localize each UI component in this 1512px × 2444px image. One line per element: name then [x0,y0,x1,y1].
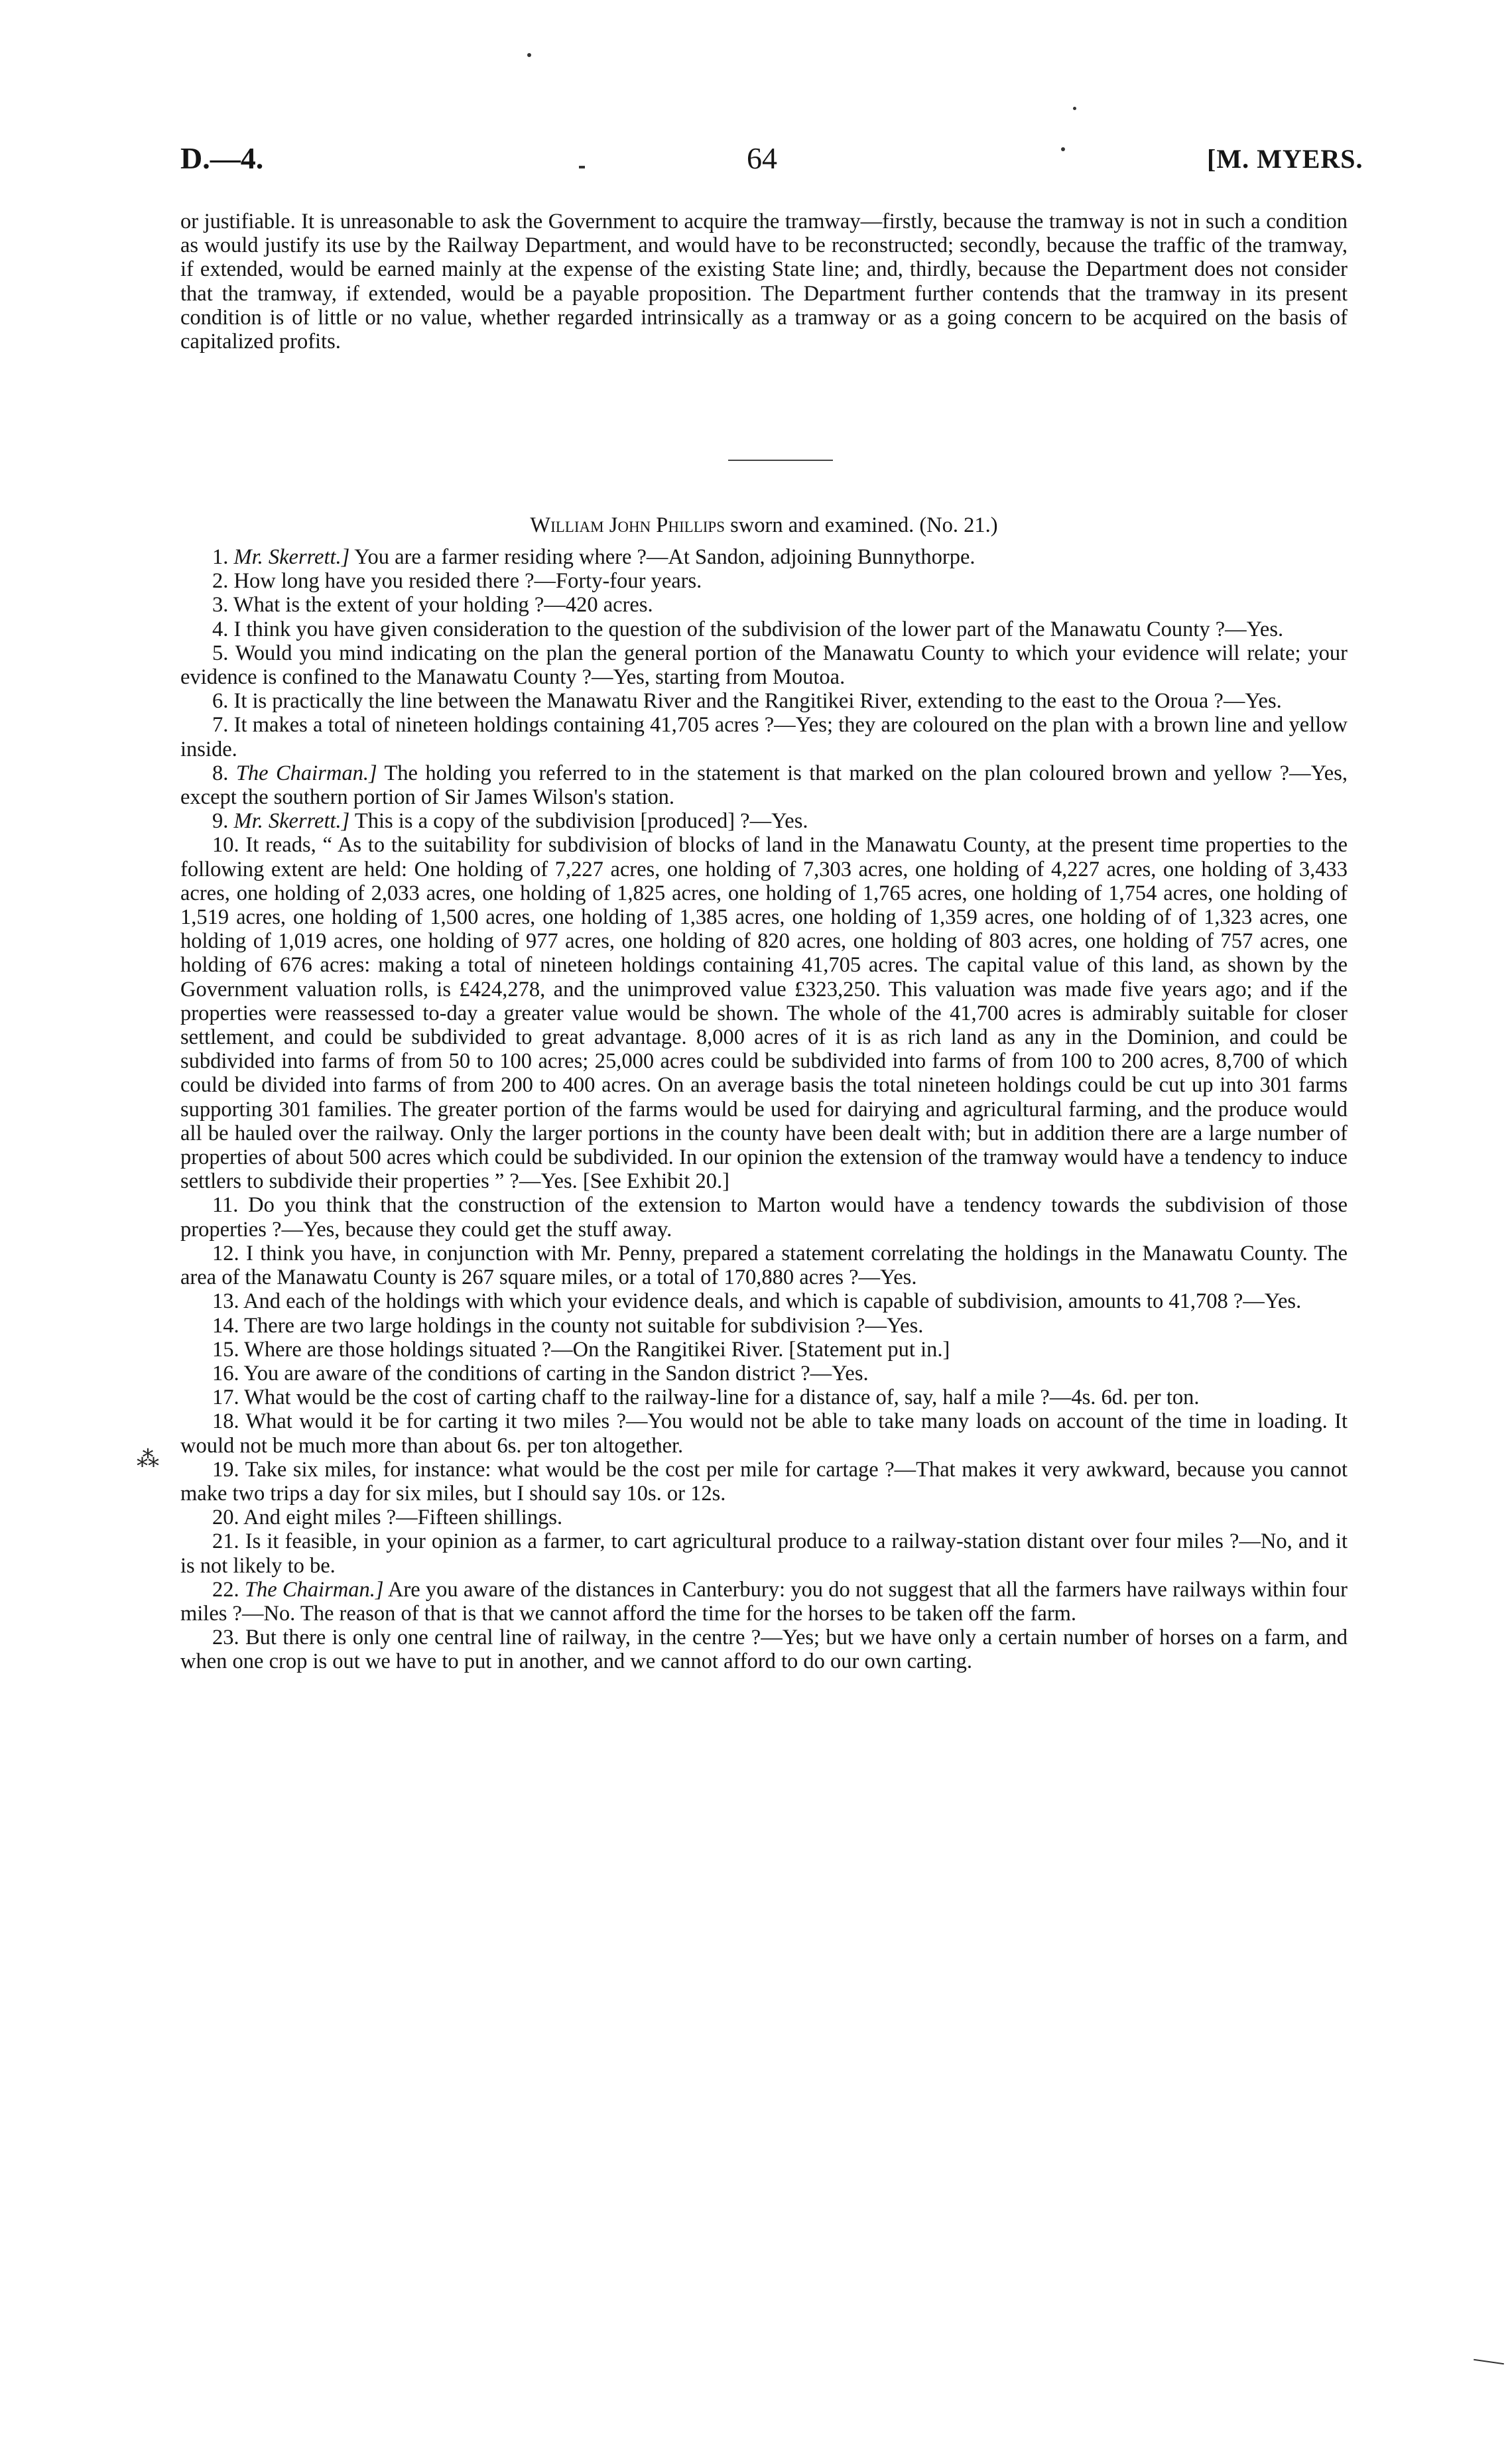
speck-mark [579,166,585,168]
speaker-label: The Chairman.] [235,761,377,785]
question-number: 21. [212,1529,245,1554]
question-paragraph [180,569,1348,593]
question-paragraph [180,1289,1348,1313]
question-paragraph [180,713,1348,761]
question-number: 15. [212,1337,245,1362]
margin-stroke [1474,2359,1504,2364]
question-number: 20. [212,1506,243,1530]
witness-heading [180,513,1348,538]
question-number: 14. [212,1313,245,1338]
question-paragraph [180,833,1348,1193]
question-text: Is it feasible, in your opinion as a farmer, to cart agricultural produce to a railway-station distant over four miles ?—No, and it is not likely to be. [180,1529,1348,1578]
question-text: And each of the holdings with which your evidence deals, and which is capable of subdivision, amounts to 41,708 ?—Yes. [243,1289,1302,1314]
question-number: 10. [212,833,246,858]
question-text: But there is only one central line of railway, in the centre ?—Yes; but we have only a certain number of horses on a farm, and when one crop is out we have to put in another, and we cannot afford to do our own carting. [180,1626,1348,1674]
question-text: How long have you resided there ?—Forty-four years. [233,569,702,594]
question-text: You are aware of the conditions of carting in the Sandon district ?—Yes. [243,1361,869,1385]
question-number: 8. [212,761,236,785]
examination-body [180,545,1348,1674]
question-paragraph [180,761,1348,809]
question-number: 1. [212,545,234,569]
question-paragraph [180,689,1348,713]
question-paragraph [180,1193,1348,1241]
speck-mark [527,53,531,57]
question-text: The holding you referred to in the statement is that marked on the plan coloured brown and yellow ?—Yes, except the southern portion of Sir James Wilson's station. [180,761,1348,810]
question-paragraph [180,1242,1348,1289]
intro-paragraph-block [180,210,1348,354]
witness-name: William John Phillips [530,513,725,537]
section-divider [728,460,833,461]
question-text: Do you think that the construction of the extension to Marton would have a tendency towards the subdivision of those properties ?—Yes, because they could get the stuff away. [180,1193,1348,1242]
question-paragraph [180,617,1348,641]
question-number: 23. [212,1626,245,1650]
question-number: 19. [212,1457,245,1482]
speck-mark [1073,107,1076,110]
question-number: 12. [212,1241,246,1265]
question-number: 3. [212,593,233,617]
question-number: 18. [212,1409,246,1434]
speaker-label: The Chairman.] [244,1577,384,1602]
question-paragraph [180,1626,1348,1673]
question-number: 6. [212,689,234,714]
question-paragraph [180,1409,1348,1457]
question-paragraph [180,1362,1348,1385]
question-paragraph [180,1458,1348,1506]
margin-mark: ⁂ [137,1447,159,1472]
question-paragraph [180,593,1348,617]
question-paragraph [180,1314,1348,1338]
witness-running-head: [M. MYERS. [1207,144,1363,174]
question-text: Take six miles, for instance: what would be the cost per mile for cartage ?—That makes it very awkward, because you cannot make two trips a day for six miles, but I should say 10s. or 12s. [180,1457,1348,1506]
speck-mark [1061,147,1065,151]
speaker-label: Mr. Skerrett.] [233,545,350,569]
question-text: It makes a total of nineteen holdings containing 41,705 acres ?—Yes; they are coloured on the plan with a brown line and yellow inside. [180,713,1348,761]
question-number: 7. [212,713,234,738]
question-paragraph [180,1506,1348,1529]
question-paragraph [180,1338,1348,1362]
question-number: 11. [212,1193,249,1218]
question-text: It reads, “ As to the suitability for subdivision of blocks of land in the Manawatu County, at the present time properties to the following extent are held: One holding of 7,227 acres, one holding of 7,303 acres, one holding of 4,227 acres, one holding of 3,433 acres, one holding of 2,033 acres, one holding of 1,825 acres, one holding of 1,765 acres, one holding of 1,754 acres, one holding of 1,519 acres, one holding of 1,500 acres, one holding of 1,385 acres, one holding of 1,359 acres, one holding of of 1,323 acres, one holding of 1,019 acres, one holding of 977 acres, one holding of 820 acres, one holding of 803 acres, one holding of 757 acres, one holding of 676 acres: making a total of nineteen holdings containing 41,705 acres. The capital value of this land, as shown by the Government valuation rolls, is £424,278, and the unimproved value £323,250. This valuation was made five years ago; and if the properties were reassessed to-day a greater value would be shown. The whole of the 41,700 acres is admirably suitable for closer settlement, and could be subdivided to great advantage. 8,000 acres of it is as rich land as any in the Dominion, and could be subdivided into farms of from 50 to 100 acres; 25,000 acres could be subdivided into farms of from 100 to 200 acres, 8,700 of which could be divided into farms of from 200 to 400 acres. On an average basis the total nineteen holdings could be cut up into 301 farms supporting 301 families. The greater portion of the farms would be used for dairying and agricultural farming, and the produce would all be hauled over the railway. Only the larger portions in the county have been dealt with; but in addition there are a large number of properties of about 500 acres which could be subdivided. In our opinion the extension of the tramway would have a tendency to induce settlers to subdivide their properties ” ?—Yes. [See Exhibit 20.] [180,833,1348,1194]
question-text: I think you have given consideration to the question of the subdivision of the lower part of the Manawatu County ?—Yes. [233,617,1284,641]
question-text: Would you mind indicating on the plan the general portion of the Manawatu County to which your evidence will relate; your evidence is confined to the Manawatu County ?—Yes, starting from Moutoa. [180,641,1348,690]
question-number: 4. [212,617,234,641]
question-paragraph [180,1578,1348,1626]
question-number: 13. [212,1289,243,1314]
question-text: There are two large holdings in the county not suitable for subdivision ?—Yes. [244,1313,924,1338]
witness-heading-rest: sworn and examined. (No. 21.) [725,513,998,537]
question-paragraph [180,545,1348,569]
document-reference: D.—4. [180,141,264,175]
question-paragraph [180,1385,1348,1409]
question-text: I think you have, in conjunction with Mr. Penny, prepared a statement correlating the holdings in the Manawatu County. The area of the Manawatu County is 267 square miles, or a total of 170,880 acres ?—Yes. [180,1241,1348,1290]
question-text: Where are those holdings situated ?—On the Rangitikei River. [Statement put in.] [244,1337,950,1362]
page-number: 64 [747,141,777,175]
question-paragraph [180,641,1348,689]
question-text: What would be the cost of carting chaff to the railway-line for a distance of, say, half a mile ?—4s. 6d. per ton. [244,1385,1200,1410]
question-number: 2. [212,569,234,594]
intro-paragraph: or justifiable. It is unreasonable to ask the Government to acquire the tramway—firstly, because the tramway is not in such a condition as would justify its use by the Railway Department, and would have to be reconstructed; secondly, because the traffic of the tramway, if extended, would be earned mainly at the expense of the existing State line; and, thirdly, because the Department does not consider that the tramway, if extended, would be a payable proposition. The Department further contends that the tramway in its present condition is of little or no value, whether regarded intrinsically as a tramway or as a going concern to be acquired on the basis of capitalized profits. [180,210,1348,354]
question-paragraph [180,809,1348,833]
question-text: This is a copy of the subdivision [produced] ?—Yes. [349,809,808,834]
question-text: Are you aware of the distances in Canterbury: you do not suggest that all the farmers have railways within four miles ?—No. The reason of that is that we cannot afford the time for the horses to be taken off the farm. [180,1577,1348,1626]
question-number: 22. [212,1577,245,1602]
question-text: It is practically the line between the Manawatu River and the Rangitikei River, extending to the east to the Oroua ?—Yes. [233,689,1282,714]
question-text: And eight miles ?—Fifteen shillings. [243,1506,563,1530]
question-text: What would it be for carting it two miles ?—You would not be able to take many loads on account of the time in loading. It would not be much more than about 6s. per ton altogether. [180,1409,1348,1458]
question-number: 5. [212,641,235,665]
question-text: What is the extent of your holding ?—420 acres. [233,593,653,617]
question-paragraph [180,1529,1348,1577]
speaker-label: Mr. Skerrett.] [233,809,350,834]
question-number: 16. [212,1361,244,1385]
question-number: 17. [212,1385,245,1410]
question-number: 9. [212,809,234,834]
question-text: You are a farmer residing where ?—At Sandon, adjoining Bunnythorpe. [349,545,976,569]
